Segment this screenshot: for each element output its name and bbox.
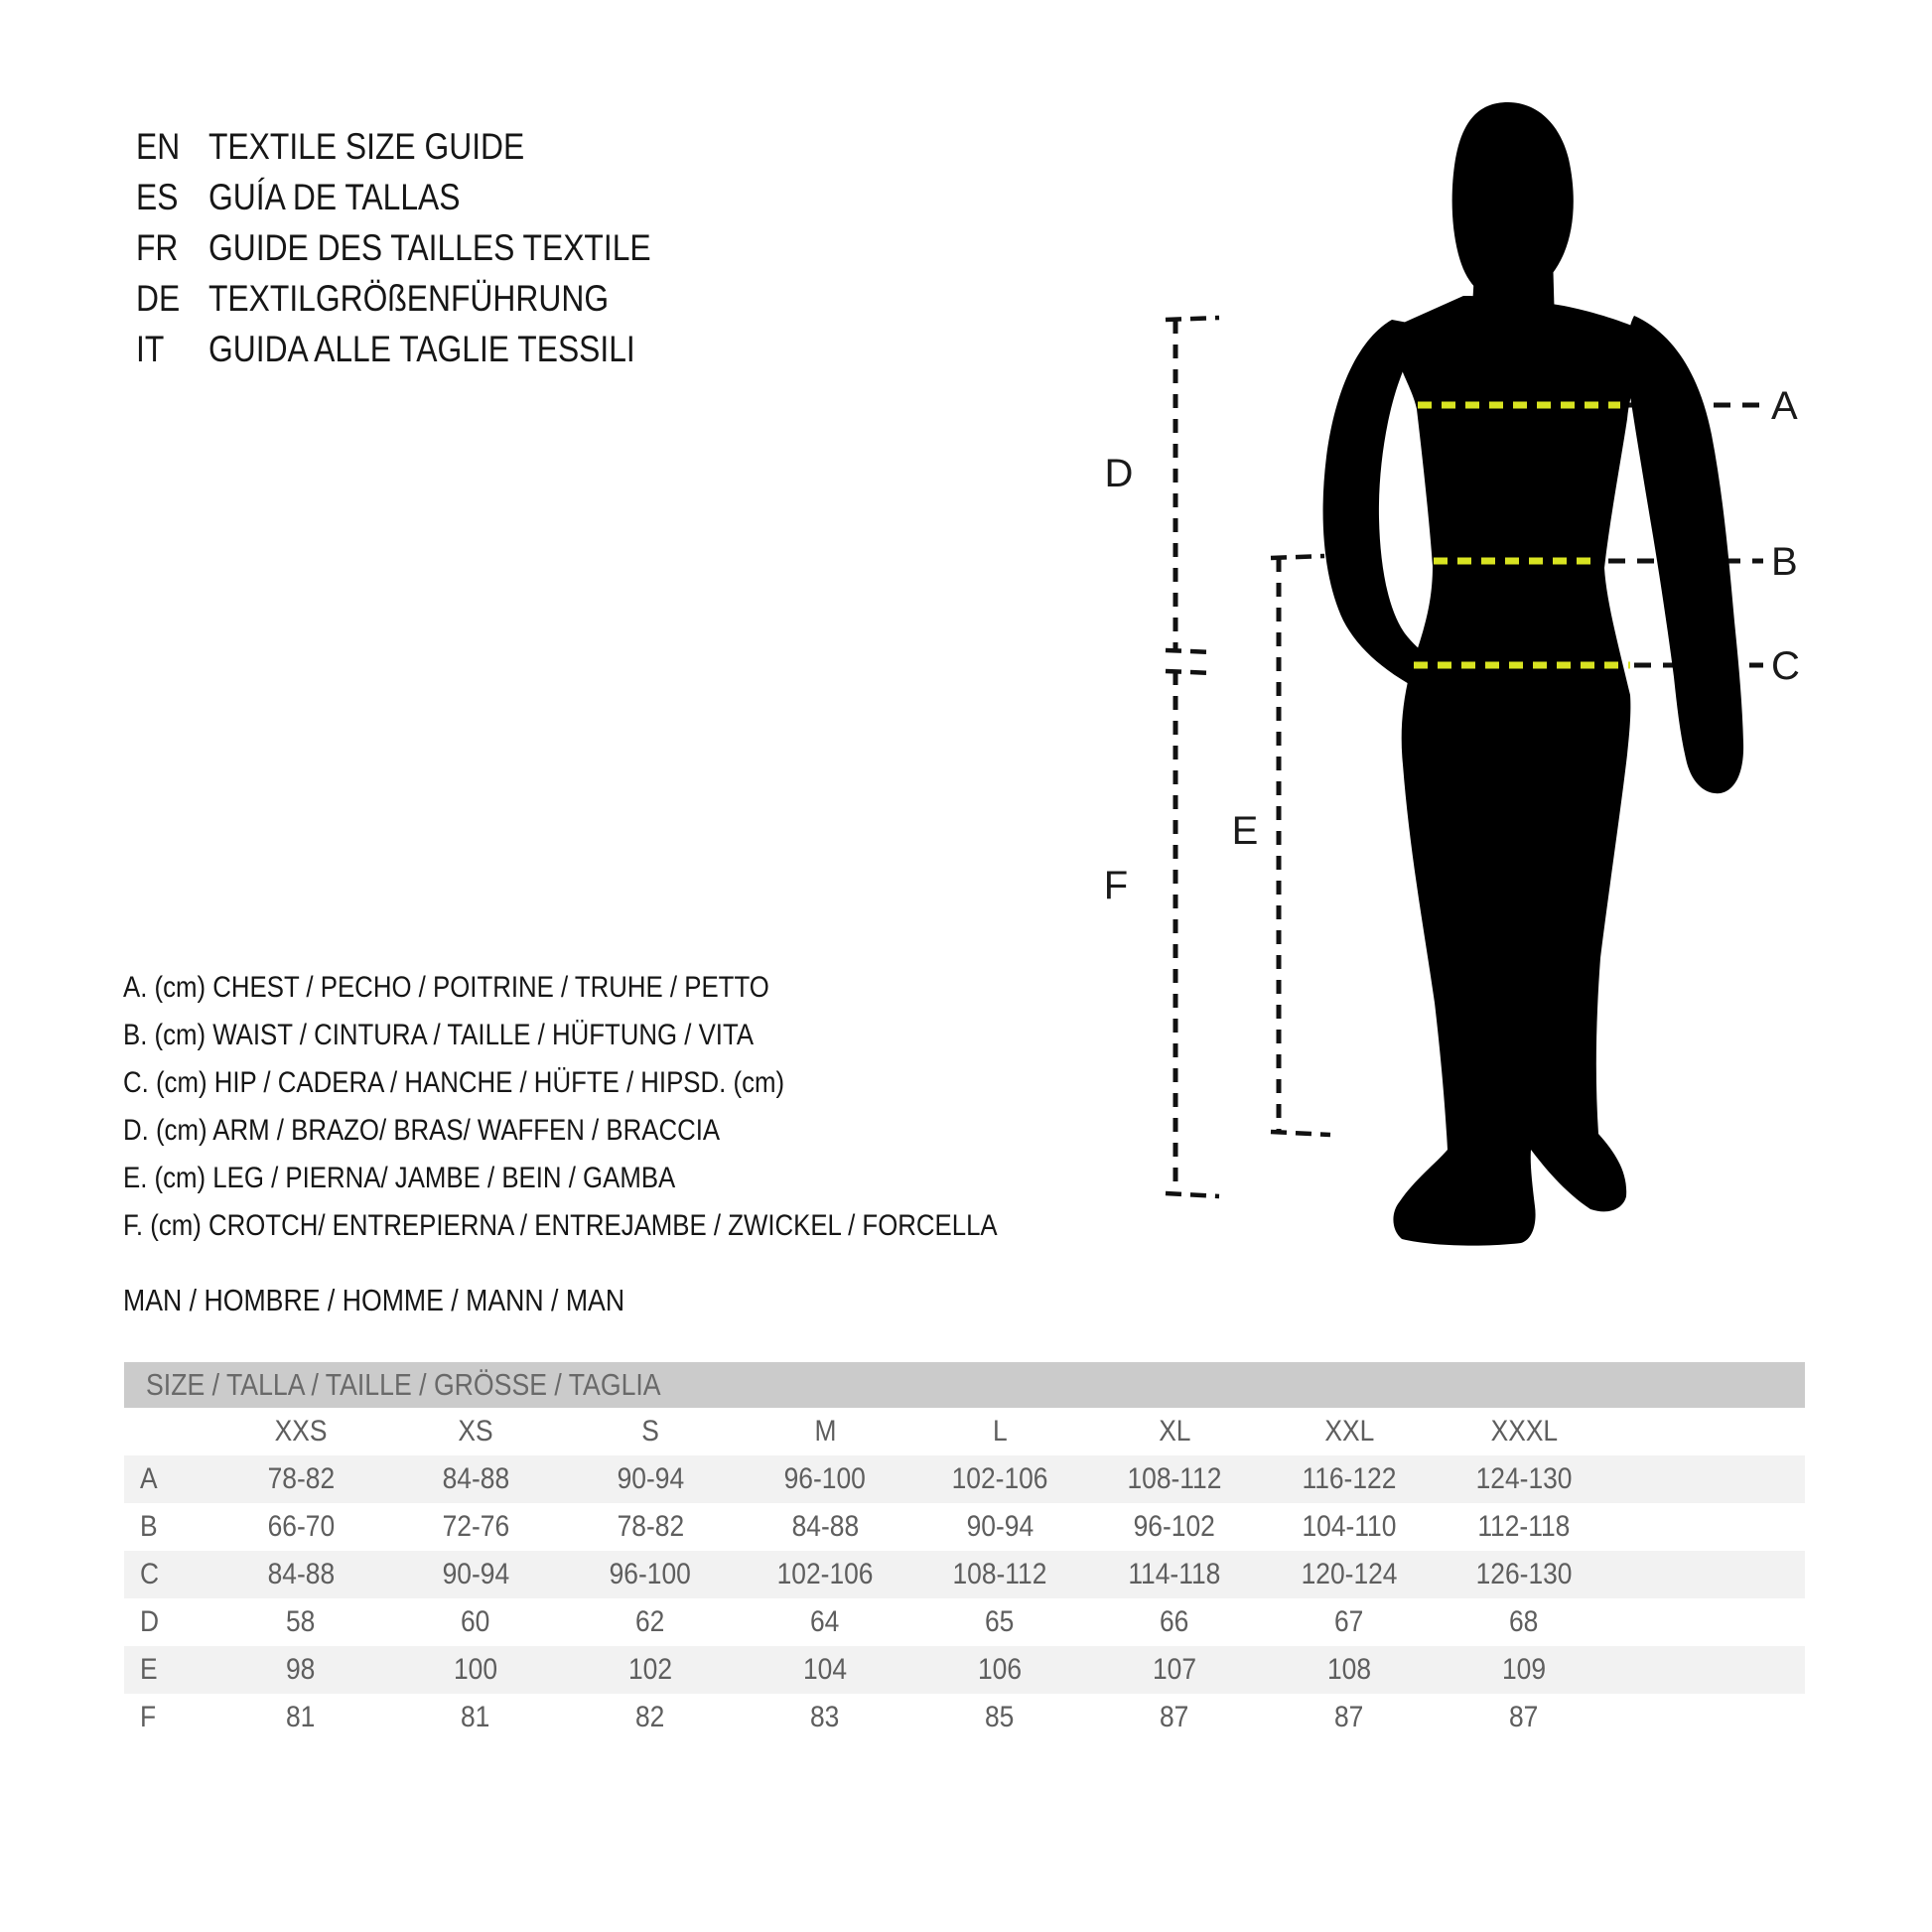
size-column-header <box>1262 1415 1437 1449</box>
value-cell <box>912 1653 1087 1687</box>
value-text: 90-94 <box>966 1510 1034 1543</box>
value-text: 72-76 <box>442 1510 509 1543</box>
title-text-inner: TEXTILE SIZE GUIDE <box>208 125 525 167</box>
value-cell <box>912 1701 1087 1734</box>
value-cell <box>213 1653 388 1687</box>
crotch-line-top-tick <box>1166 671 1213 673</box>
title-text <box>208 227 723 269</box>
label-chest: A <box>1771 384 1798 428</box>
leg-line-bottom-tick <box>1271 1132 1330 1135</box>
title-text <box>208 278 674 320</box>
value-cell <box>1087 1510 1262 1544</box>
title-text-inner: GUÍA DE TALLAS <box>208 176 461 217</box>
legend-line-text: E. (cm) LEG / PIERNA/ JAMBE / BEIN / GAMBA <box>123 1162 676 1194</box>
language-code-text: FR <box>136 226 179 268</box>
value-text: 81 <box>286 1701 316 1733</box>
row-label-text: D <box>140 1605 160 1638</box>
value-text: 107 <box>1152 1653 1197 1686</box>
value-text: 108 <box>1326 1653 1372 1686</box>
size-column-header-text: XXS <box>274 1415 328 1448</box>
value-cell <box>1087 1653 1262 1687</box>
value-cell <box>1262 1605 1437 1639</box>
body-shape <box>1388 296 1660 1246</box>
language-code <box>136 126 208 168</box>
value-cell <box>1087 1462 1262 1496</box>
value-cell <box>388 1510 563 1544</box>
value-text: 90-94 <box>617 1462 684 1495</box>
value-text: 96-102 <box>1133 1510 1216 1543</box>
value-text: 66-70 <box>267 1510 335 1543</box>
language-code-text: ES <box>136 176 179 217</box>
value-text: 90-94 <box>442 1558 509 1590</box>
value-cell <box>563 1510 738 1544</box>
legend-line <box>123 1012 1140 1059</box>
value-text: 87 <box>1160 1701 1189 1733</box>
value-cell <box>1087 1701 1262 1734</box>
value-text: 83 <box>810 1701 840 1733</box>
title-row <box>136 172 723 222</box>
value-cell <box>563 1605 738 1639</box>
table-row <box>124 1694 1805 1741</box>
size-column-header <box>912 1415 1087 1449</box>
table-row <box>124 1646 1805 1694</box>
arm-line-bottom-tick <box>1166 650 1213 652</box>
value-cell <box>738 1462 912 1496</box>
row-label-text: E <box>140 1653 158 1686</box>
value-text: 64 <box>810 1605 840 1638</box>
title-row <box>136 121 723 172</box>
arm-line-top-tick <box>1166 318 1219 320</box>
value-text: 84-88 <box>267 1558 335 1590</box>
value-text: 120-124 <box>1301 1558 1398 1590</box>
row-label-text: F <box>140 1701 157 1733</box>
value-cell <box>738 1510 912 1544</box>
value-text: 106 <box>977 1653 1023 1686</box>
value-text: 102 <box>627 1653 673 1686</box>
legend-line <box>123 1155 1140 1202</box>
value-text: 98 <box>286 1653 316 1686</box>
size-column-header <box>563 1415 738 1449</box>
value-text: 96-100 <box>783 1462 867 1495</box>
value-text: 84-88 <box>791 1510 859 1543</box>
value-cell <box>738 1701 912 1734</box>
legend-line-text: D. (cm) ARM / BRAZO/ BRAS/ WAFFEN / BRACCIA <box>123 1114 721 1147</box>
value-cell <box>213 1701 388 1734</box>
value-cell <box>912 1558 1087 1591</box>
value-cell <box>388 1558 563 1591</box>
value-cell <box>563 1558 738 1591</box>
value-cell <box>213 1605 388 1639</box>
man-silhouette <box>1323 102 1744 1246</box>
table-body <box>124 1455 1805 1741</box>
value-text: 81 <box>461 1701 490 1733</box>
language-code-text: DE <box>136 277 181 319</box>
value-cell <box>388 1701 563 1734</box>
row-label <box>124 1701 213 1734</box>
value-text: 96-100 <box>609 1558 692 1590</box>
size-column-header <box>388 1415 563 1449</box>
size-column-header <box>213 1415 388 1449</box>
row-label-text: B <box>140 1510 158 1543</box>
value-text: 58 <box>286 1605 316 1638</box>
value-text: 108-112 <box>1127 1462 1222 1495</box>
value-text: 116-122 <box>1302 1462 1397 1495</box>
value-text: 62 <box>635 1605 665 1638</box>
legend-line <box>123 1059 1140 1107</box>
value-cell <box>213 1510 388 1544</box>
value-cell <box>1262 1701 1437 1734</box>
value-cell <box>563 1653 738 1687</box>
value-text: 78-82 <box>267 1462 335 1495</box>
value-cell <box>213 1462 388 1496</box>
value-cell <box>388 1462 563 1496</box>
value-cell <box>1437 1558 1611 1591</box>
title-row <box>136 324 723 374</box>
value-cell <box>1262 1462 1437 1496</box>
size-columns-row <box>124 1408 1805 1455</box>
value-text: 126-130 <box>1475 1558 1573 1590</box>
table-row <box>124 1598 1805 1646</box>
label-arm: D <box>1104 452 1134 495</box>
value-cell <box>738 1653 912 1687</box>
table-row <box>124 1455 1805 1503</box>
value-cell <box>1262 1510 1437 1544</box>
language-code-text: EN <box>136 125 181 167</box>
title-block <box>136 121 723 374</box>
value-text: 87 <box>1334 1701 1364 1733</box>
value-cell <box>563 1462 738 1496</box>
value-cell <box>563 1701 738 1734</box>
value-text: 87 <box>1509 1701 1539 1733</box>
row-label <box>124 1462 213 1496</box>
title-text <box>208 177 501 218</box>
value-cell <box>1437 1462 1611 1496</box>
size-column-header-text: XXXL <box>1490 1415 1558 1448</box>
value-cell <box>912 1510 1087 1544</box>
value-text: 82 <box>635 1701 665 1733</box>
legend-line <box>123 1202 1140 1250</box>
title-text <box>208 329 705 370</box>
value-cell <box>738 1558 912 1591</box>
legend-line-text: A. (cm) CHEST / PECHO / POITRINE / TRUHE / PETTO <box>123 971 769 1004</box>
crotch-line-bottom-tick <box>1166 1193 1219 1196</box>
legend-line <box>123 964 1140 1012</box>
size-column-header-text: L <box>992 1415 1008 1448</box>
legend-line-text: B. (cm) WAIST / CINTURA / TAILLE / HÜFTUNG / VITA <box>123 1019 755 1051</box>
value-cell <box>1262 1653 1437 1687</box>
row-label-text: A <box>140 1462 158 1495</box>
value-text: 112-118 <box>1477 1510 1571 1543</box>
table-header-band <box>124 1362 1805 1408</box>
value-text: 104 <box>802 1653 848 1686</box>
category-line <box>123 1277 706 1324</box>
size-column-header <box>738 1415 912 1449</box>
value-cell <box>1087 1558 1262 1591</box>
measurement-legend <box>123 964 1140 1250</box>
value-cell <box>388 1653 563 1687</box>
label-waist: B <box>1771 540 1798 584</box>
value-cell <box>1437 1653 1611 1687</box>
table-row <box>124 1551 1805 1598</box>
title-row <box>136 273 723 324</box>
value-text: 68 <box>1509 1605 1539 1638</box>
row-label <box>124 1605 213 1639</box>
row-label-text: C <box>140 1558 160 1590</box>
value-text: 78-82 <box>617 1510 684 1543</box>
size-column-header-text: S <box>641 1415 659 1448</box>
category-text: MAN / HOMBRE / HOMME / MANN / MAN <box>123 1283 625 1317</box>
legend-line-text: C. (cm) HIP / CADERA / HANCHE / HÜFTE / HIPSD. (cm) <box>123 1066 785 1099</box>
value-cell <box>1437 1701 1611 1734</box>
value-cell <box>388 1605 563 1639</box>
table-row <box>124 1503 1805 1551</box>
value-text: 114-118 <box>1128 1558 1221 1590</box>
value-text: 84-88 <box>442 1462 509 1495</box>
language-code <box>136 278 208 320</box>
title-text-inner: GUIDE DES TAILLES TEXTILE <box>208 226 651 268</box>
value-text: 124-130 <box>1475 1462 1573 1495</box>
value-cell <box>912 1605 1087 1639</box>
value-cell <box>1087 1605 1262 1639</box>
value-text: 102-106 <box>776 1558 874 1590</box>
title-row <box>136 222 723 273</box>
value-text: 66 <box>1160 1605 1189 1638</box>
size-column-header <box>1087 1415 1262 1449</box>
value-text: 108-112 <box>952 1558 1047 1590</box>
size-column-header-text: XS <box>458 1415 493 1448</box>
size-column-header-text: XXL <box>1324 1415 1374 1448</box>
title-text-inner: TEXTILGRÖßENFÜHRUNG <box>208 277 610 319</box>
language-code <box>136 227 208 269</box>
size-column-header-text: M <box>814 1415 836 1448</box>
value-cell <box>1262 1558 1437 1591</box>
value-cell <box>738 1605 912 1639</box>
value-text: 100 <box>453 1653 498 1686</box>
leg-line-top-tick <box>1271 556 1324 558</box>
label-hip: C <box>1771 644 1800 688</box>
language-code-text: IT <box>136 328 165 369</box>
value-text: 60 <box>461 1605 490 1638</box>
size-column-header-text: XL <box>1158 1415 1191 1448</box>
value-cell <box>1437 1605 1611 1639</box>
legend-line-text: F. (cm) CROTCH/ ENTREPIERNA / ENTREJAMBE / ZWICKEL / FORCELLA <box>123 1209 998 1242</box>
value-cell <box>1437 1510 1611 1544</box>
measurement-figure <box>1042 60 1932 1291</box>
value-text: 67 <box>1334 1605 1364 1638</box>
table-header-text: SIZE / TALLA / TAILLE / GRÖSSE / TAGLIA <box>146 1367 661 1402</box>
language-code <box>136 329 208 370</box>
value-text: 104-110 <box>1302 1510 1397 1543</box>
value-text: 85 <box>985 1701 1015 1733</box>
value-text: 102-106 <box>951 1462 1048 1495</box>
label-leg: E <box>1231 809 1259 853</box>
title-text-inner: GUIDA ALLE TAGLIE TESSILI <box>208 328 635 369</box>
legend-line <box>123 1107 1140 1155</box>
row-label <box>124 1558 213 1591</box>
label-crotch: F <box>1103 864 1129 907</box>
language-code <box>136 177 208 218</box>
row-label <box>124 1510 213 1544</box>
size-table <box>124 1362 1805 1741</box>
size-column-header <box>1437 1415 1611 1449</box>
title-text <box>208 126 576 168</box>
row-label <box>124 1653 213 1687</box>
value-text: 109 <box>1501 1653 1547 1686</box>
value-cell <box>912 1462 1087 1496</box>
value-cell <box>213 1558 388 1591</box>
right-arm-shape <box>1627 316 1743 793</box>
value-text: 65 <box>985 1605 1015 1638</box>
